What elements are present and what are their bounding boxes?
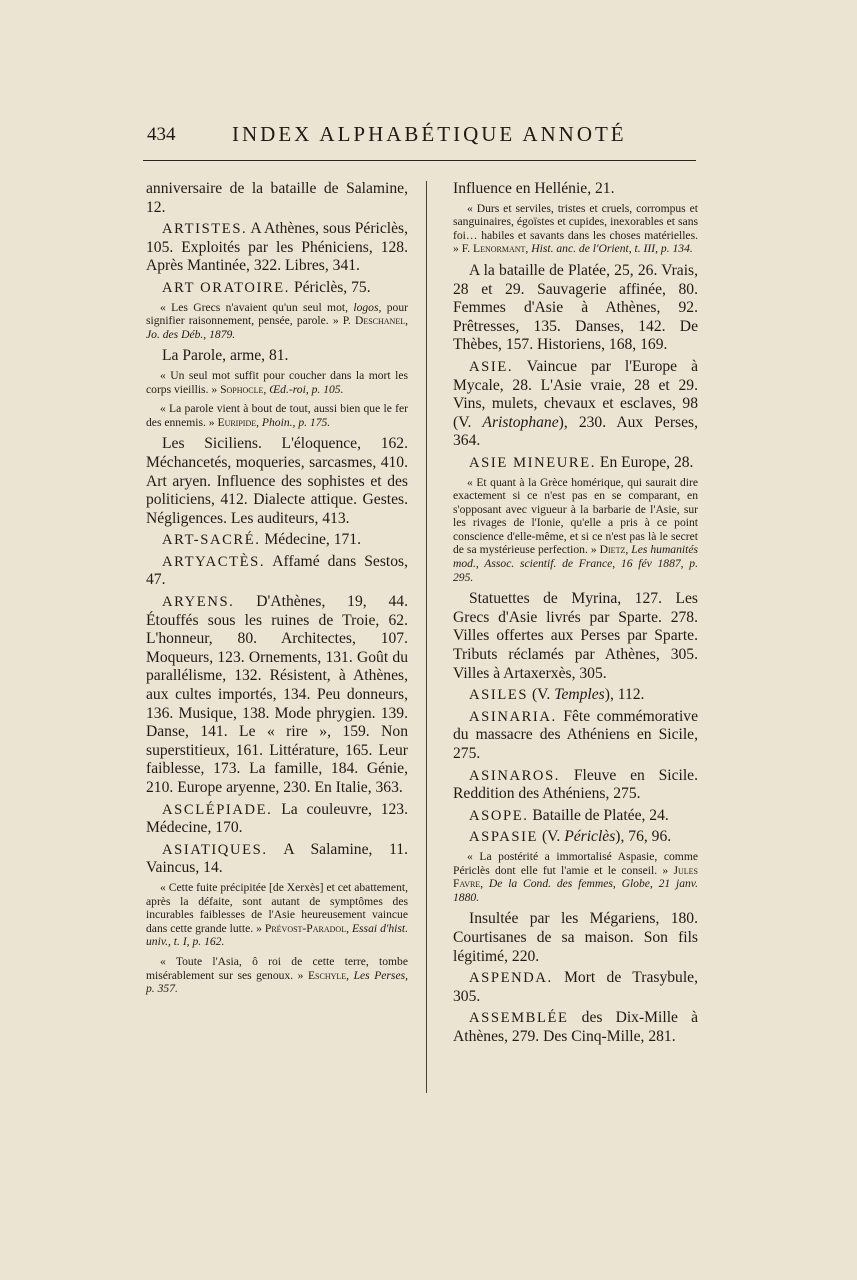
entry-text: anniversaire de la bataille de Salamine, 12. bbox=[146, 180, 408, 216]
entry-head: ASILES bbox=[469, 687, 529, 704]
entry-text: En Europe, 28. bbox=[596, 453, 694, 471]
entry-italic: Aristophane bbox=[482, 413, 559, 431]
entry-head: ASINARIA. bbox=[469, 708, 557, 725]
index-entry-asie-mineure bbox=[453, 454, 698, 473]
index-entry-artistes bbox=[146, 220, 408, 276]
quotation bbox=[146, 955, 408, 996]
entry-text: (V. bbox=[528, 686, 555, 704]
left-column bbox=[146, 180, 408, 1002]
entry-head: ASSEMBLÉE bbox=[469, 1010, 569, 1027]
entry-head: ASPENDA. bbox=[469, 970, 553, 987]
page-number: 434 bbox=[147, 124, 176, 145]
quote-reference: Jo. des Déb., 1879. bbox=[146, 327, 236, 341]
quotation bbox=[146, 881, 408, 949]
entry-text: des Dix-Mille à Athènes, 279. Des Cinq-Mille, 281. bbox=[453, 1009, 698, 1045]
quote-reference: Les Perses, p. 357. bbox=[146, 968, 408, 996]
sub-entry: Statuettes de Myrina, 127. Les Grecs d'Asie livrés par Sparte. 278. Villes offertes aux Perses par Sparte. Tributs réclamés par Athènes, 305. Villes à Artaxerxès, 305. bbox=[453, 590, 698, 682]
entry-text: Bataille de Platée, 24. bbox=[528, 806, 669, 824]
entry-text: La couleuvre, 123. Médecine, 170. bbox=[146, 800, 408, 837]
quote-source: P. Deschanel, bbox=[342, 314, 408, 328]
index-entry-asiles bbox=[453, 686, 698, 705]
quotation bbox=[453, 202, 698, 256]
entry-head: ASCLÉPIADE. bbox=[162, 801, 273, 818]
entry-text: Périclès, 75. bbox=[290, 278, 371, 296]
entry-text: A Salamine, 11. Vaincus, 14. bbox=[146, 840, 408, 877]
sub-entry: Les Siciliens. L'éloquence, 162. Méchancetés, moqueries, sarcasmes, 410. Art aryen. Influence des sophistes et des politiciens, 412. Dialecte attique. Gestes. Négligences. Les auditeurs, 413. bbox=[146, 435, 408, 527]
index-entry-aspenda bbox=[453, 969, 698, 1006]
quote-source: Jules Favre, bbox=[453, 863, 698, 891]
entry-head: ARTYACTÈS. bbox=[162, 553, 266, 570]
quotation bbox=[146, 369, 408, 396]
index-entry-asinaros bbox=[453, 767, 698, 804]
quote-text: « Toute l'Asia, ô roi de cette terre, tombe misérablement sur ses genoux. » bbox=[146, 954, 408, 982]
entry-text: Affamé dans Sestos, 47. bbox=[146, 552, 408, 589]
page-header bbox=[147, 118, 707, 158]
quote-source: Sophocle, bbox=[220, 382, 267, 396]
quote-source: F. Lenormant, bbox=[461, 242, 529, 256]
quote-source: Eschyle, bbox=[307, 968, 350, 982]
index-entry bbox=[146, 180, 408, 217]
header-rule bbox=[143, 160, 696, 161]
entry-text: ), 230. Aux Perses, 364. bbox=[453, 413, 698, 450]
entry-text: Médecine, 171. bbox=[260, 531, 361, 549]
entry-text: Fête commémorative du massacre des Athéniens en Sicile, 275. bbox=[453, 707, 698, 762]
index-entry-asope bbox=[453, 807, 698, 826]
entry-head: ASOPE. bbox=[469, 807, 529, 824]
quotation bbox=[453, 476, 698, 585]
entry-head: ASPASIE bbox=[469, 829, 539, 846]
entry-head: ASIATIQUES. bbox=[162, 841, 268, 858]
entry-text: (V. bbox=[538, 828, 565, 846]
entry-head: ARYENS. bbox=[162, 594, 235, 611]
entry-head: ASIE. bbox=[469, 358, 514, 375]
entry-text: ), 76, 96. bbox=[615, 828, 672, 846]
entry-head: ART-SACRÉ. bbox=[162, 532, 261, 549]
index-entry-art-sacre bbox=[146, 531, 408, 550]
quote-text: « Cette fuite précipitée [de Xerxès] et cet abattement, après la défaite, sont autant de symptômes des incurables faiblesses de l'Asie heureusement vaincue dans cette grande lutte. » bbox=[146, 880, 408, 935]
right-column bbox=[453, 180, 698, 1050]
sub-entry: La Parole, arme, 81. bbox=[162, 347, 289, 365]
quote-source: Euripide, bbox=[217, 415, 260, 429]
entry-italic: Périclès bbox=[564, 828, 616, 846]
quotation bbox=[146, 402, 408, 429]
entry-italic: Temples bbox=[554, 686, 605, 704]
quote-italic: logos, bbox=[353, 300, 382, 314]
index-entry-asclepiade bbox=[146, 801, 408, 838]
quote-text: « Un seul mot suffit pour coucher dans la mort les corps vieillis. » bbox=[146, 368, 408, 396]
quote-text: pour signifier raisonnement, pensée, parole. » bbox=[146, 300, 409, 328]
quote-reference: Hist. anc. de l'Orient, t. III, p. 134. bbox=[528, 242, 693, 256]
index-entry-aryens bbox=[146, 593, 408, 798]
quote-text: « Les Grecs n'avaient qu'un seul mot, bbox=[160, 300, 354, 314]
quote-reference: Les humanités mod., Assoc. scientif. de France, 16 fév 1887, p. 295. bbox=[453, 543, 699, 584]
index-entry-asiatiques bbox=[146, 841, 408, 878]
index-entry-aspasie bbox=[453, 828, 698, 847]
sub-entry: A la bataille de Platée, 25, 26. Vrais, 28 et 29. Sauvagerie affinée, 80. Femmes d'Asie à Athènes, 92. Prêtresses, 135. Danses, 142. De Thèbes, 157. Historiens, 168, 169. bbox=[453, 261, 698, 354]
quotation bbox=[146, 301, 408, 342]
quote-text: « Durs et serviles, tristes et cruels, corrompus et sanguinaires, égoïstes et cupides, inexorables et sans foi… habiles et savants dans les choses matérielles. » bbox=[453, 201, 698, 256]
entry-head: ASIE MINEURE. bbox=[469, 454, 597, 471]
index-entry-asinaria bbox=[453, 708, 698, 764]
index-entry bbox=[453, 180, 698, 199]
quote-reference: Phoin., p. 175. bbox=[259, 415, 331, 429]
quote-reference: De la Cond. des femmes, Globe, 21 janv. 1880. bbox=[453, 877, 698, 904]
entry-text: Vaincue par l'Europe à Mycale, 28. L'Asie vraie, 28 et 29. Vins, mulets, chevaux et esclaves, 98 (V. bbox=[453, 357, 698, 431]
quote-text: « La postérité a immortalisé Aspasie, comme Périclès dont elle fut l'amie et le conseil. » bbox=[453, 849, 698, 877]
entry-text: Mort de Trasybule, 305. bbox=[453, 969, 698, 1005]
quote-reference: Œd.-roi, p. 105. bbox=[266, 382, 344, 396]
index-entry-assemblee bbox=[453, 1009, 698, 1046]
entry-text: Influence en Hellénie, 21. bbox=[453, 180, 615, 197]
running-title: INDEX ALPHABÉTIQUE ANNOTÉ bbox=[232, 122, 627, 146]
entry-head: ART ORATOIRE. bbox=[162, 279, 291, 296]
entry-head: ARTISTES. bbox=[162, 221, 248, 238]
column-divider bbox=[426, 181, 427, 1093]
quote-source: Prévost-Paradol, bbox=[264, 921, 349, 935]
sub-entry: Insultée par les Mégariens, 180. Courtisanes de sa maison. Son fils légitimé, 220. bbox=[453, 910, 698, 965]
index-entry-artyactes bbox=[146, 553, 408, 590]
quotation bbox=[453, 850, 698, 904]
entry-text: ), 112. bbox=[604, 686, 645, 704]
quote-text: « Et quant à la Grèce homérique, qui saurait dire exactement si ce n'est pas en se comparant, en s'opposant avec vigueur à la barbarie de l'Asie, sur les rivages de l'Ionie, qu'elle a pris à ce point conscience d'elle-même, et si ce n'est pas là le secret de sa mystérieuse perfection. » bbox=[453, 475, 698, 557]
entry-text: A Athènes, sous Périclès, 105. Exploités par les Phéniciens, 128. Après Mantinée, 322. Libres, 341. bbox=[146, 220, 408, 275]
quote-text: « La parole vient à bout de tout, aussi bien que le fer des ennemis. » bbox=[146, 402, 408, 429]
entry-head: ASINAROS. bbox=[469, 767, 561, 784]
entry-text: D'Athènes, 19, 44. Étouffés sous les ruines de Troie, 62. L'honneur, 80. Architectes, 107. Moqueurs, 123. Ornements, 131. Goût du parallélisme, 132. Résistent, à Athènes, aux cultes importés, 134. Peu donneurs, 136. Musique, 138. Mode phrygien. 139. Danse, 141. Le « rire », 159. Non superstitieux, 161. Littérature, 165. Leur faiblesse, 173. La famille, 184. Génie, 210. Europe aryenne, 230. En Italie, 363. bbox=[146, 593, 408, 796]
entry-text: Fleuve en Sicile. Reddition des Athéniens, 275. bbox=[453, 766, 698, 803]
index-entry-art-oratoire bbox=[146, 279, 408, 298]
quote-reference: Essai d'hist. univ., t. I, p. 162. bbox=[146, 921, 408, 949]
index-entry-asie bbox=[453, 358, 698, 451]
quote-source: Dietz, bbox=[599, 543, 629, 557]
